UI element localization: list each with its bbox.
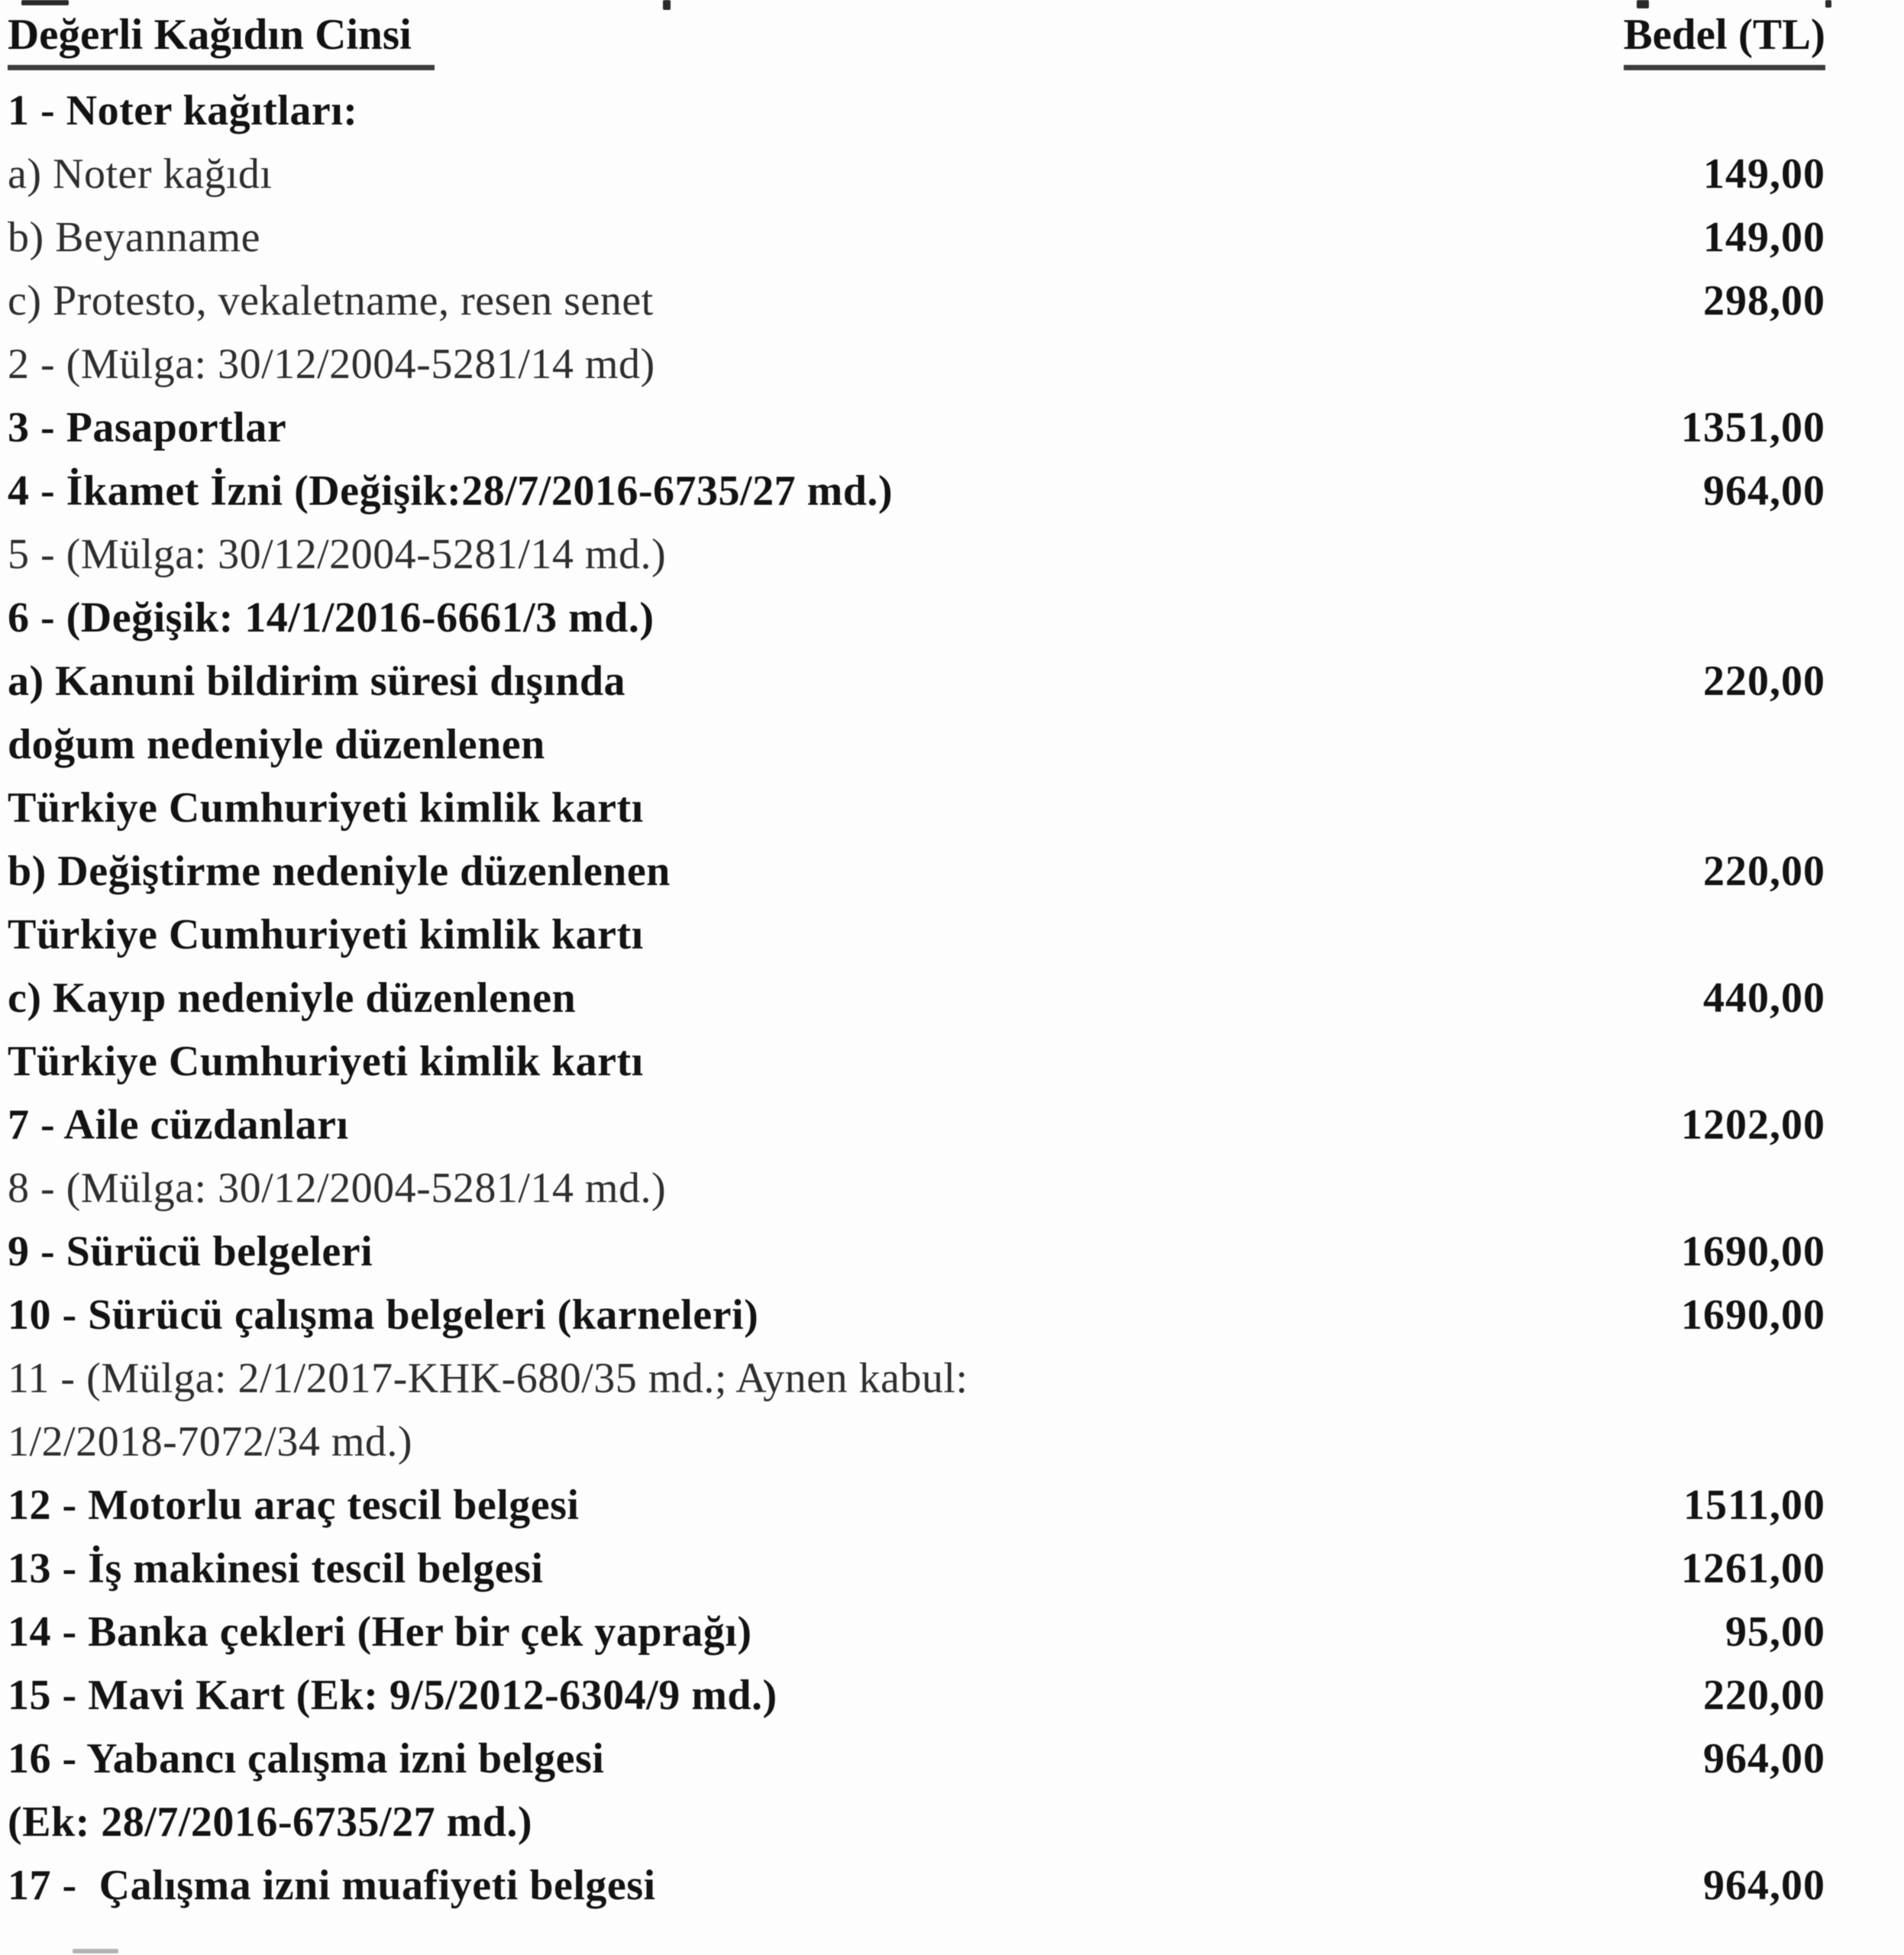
fee-item-label: 7 - Aile cüzdanları [8,1101,349,1149]
fee-item-label: Türkiye Cumhuriyeti kimlik kartı [8,784,644,832]
fee-amount: 1261,00 [1681,1545,1825,1592]
fee-amount: 1511,00 [1683,1482,1825,1529]
fee-row [8,1727,1825,1791]
fee-row [8,333,1825,396]
fee-row [8,1791,1825,1854]
fee-item-label: b) Değiştirme nedeniyle düzenlenen [8,848,671,895]
fee-item-label: 12 - Motorlu araç tescil belgesi [8,1482,580,1529]
fee-row [8,1347,1825,1411]
table-header [8,11,1825,70]
fee-item-label: (Ek: 28/7/2016-6735/27 md.) [8,1798,533,1846]
fee-item-label: 17 - Çalışma izni muafiyeti belgesi [8,1862,656,1909]
fee-item-label: 5 - (Mülga: 30/12/2004-5281/14 md.) [8,531,667,578]
fee-row [8,1030,1825,1094]
fee-item-label: 14 - Banka çekleri (Her bir çek yaprağı) [8,1608,752,1656]
fee-item-label: c) Protesto, vekaletname, resen senet [8,277,654,325]
scan-artifact [663,0,671,10]
fee-row [8,777,1825,840]
fee-row [8,396,1825,460]
fee-amount: 220,00 [1703,658,1825,705]
fee-item-label: a) Noter kağıdı [8,150,273,198]
fee-amount: 149,00 [1703,214,1825,261]
fee-item-label: 2 - (Mülga: 30/12/2004-5281/14 md) [8,341,655,388]
fee-row [8,903,1825,967]
fee-amount: 964,00 [1703,1862,1825,1909]
fee-row [8,1664,1825,1727]
scan-artifact [73,1949,118,1953]
fee-row [8,270,1825,333]
fee-amount: 964,00 [1703,467,1825,515]
fee-amount: 1202,00 [1681,1101,1825,1149]
fee-row [8,967,1825,1030]
type-column-header: Değerli Kağıdın Cinsi [8,11,435,70]
fee-item-label: 6 - (Değişik: 14/1/2016-6661/3 md.) [8,594,655,641]
fee-amount: 298,00 [1703,277,1825,325]
fee-item-label: 13 - İş makinesi tescil belgesi [8,1545,544,1592]
fee-item-label: 8 - (Mülga: 30/12/2004-5281/14 md.) [8,1165,667,1212]
fee-row [8,1601,1825,1664]
fee-amount: 220,00 [1703,1672,1825,1719]
fee-amount: 220,00 [1703,848,1825,895]
fee-row [8,1537,1825,1601]
fee-amount: 1690,00 [1681,1228,1825,1275]
fee-amount: 1351,00 [1681,404,1825,451]
fee-row [8,79,1825,143]
fee-item-label: Türkiye Cumhuriyeti kimlik kartı [8,911,644,958]
fee-row [8,206,1825,270]
fee-item-label: 16 - Yabancı çalışma izni belgesi [8,1735,605,1782]
fee-row [8,1220,1825,1284]
fee-amount: 440,00 [1703,974,1825,1022]
fee-item-label: 11 - (Mülga: 2/1/2017-KHK-680/35 md.; Aynen kabul: [8,1355,968,1402]
scan-artifact [1637,0,1649,8]
fee-amount: 95,00 [1725,1608,1825,1656]
fee-row [8,1157,1825,1220]
amount-column-header: Bedel (TL) [1624,11,1825,70]
scan-artifact [1825,0,1831,8]
fee-item-label: 15 - Mavi Kart (Ek: 9/5/2012-6304/9 md.) [8,1672,777,1719]
fee-item-label: 3 - Pasaportlar [8,404,287,451]
fee-item-label: a) Kanuni bildirim süresi dışında [8,658,626,705]
fee-item-label: Türkiye Cumhuriyeti kimlik kartı [8,1038,644,1085]
fee-table [8,79,1825,1918]
fee-row [8,1411,1825,1474]
fee-row [8,1094,1825,1157]
fee-amount: 1690,00 [1681,1291,1825,1339]
fee-item-label: 1/2/2018-7072/34 md.) [8,1418,413,1465]
fee-row [8,1854,1825,1918]
fee-item-label: doğum nedeniyle düzenlenen [8,721,545,768]
fee-row [8,586,1825,650]
fee-row [8,143,1825,206]
fee-row [8,1474,1825,1537]
fee-row [8,523,1825,586]
fee-row [8,713,1825,777]
fee-item-label: 1 - Noter kağıtları: [8,87,358,134]
fee-item-label: 10 - Sürücü çalışma belgeleri (karneleri) [8,1291,759,1339]
fee-item-label: c) Kayıp nedeniyle düzenlenen [8,974,577,1022]
fee-amount: 964,00 [1703,1735,1825,1782]
fee-row [8,1284,1825,1347]
fee-amount: 149,00 [1703,150,1825,198]
fee-item-label: 9 - Sürücü belgeleri [8,1228,373,1275]
fee-item-label: 4 - İkamet İzni (Değişik:28/7/2016-6735/27 md.) [8,467,894,515]
fee-row [8,840,1825,903]
fee-item-label: b) Beyanname [8,214,260,261]
scan-artifact [21,0,69,5]
fee-row [8,460,1825,523]
fee-row [8,650,1825,713]
